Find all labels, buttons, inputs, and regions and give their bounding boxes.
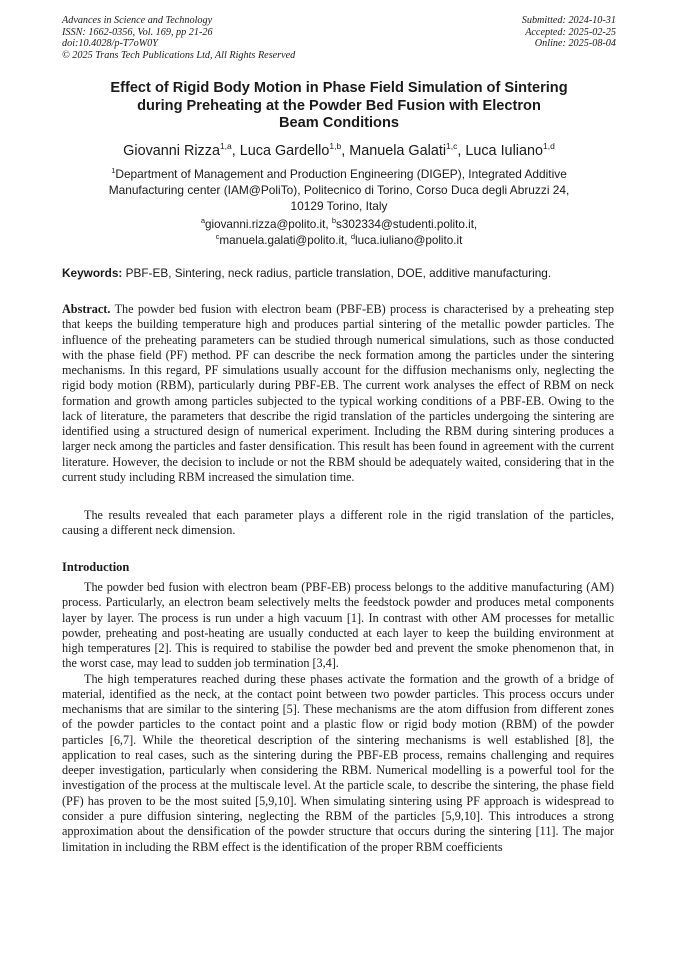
author-affiliation-mark: 1,c bbox=[446, 141, 458, 151]
email-line-1: $^a$giovanni.rizza@polito.it, $^b$s302334@studenti.polito.it, bbox=[200, 216, 478, 231]
affiliation-line-2: Manufacturing center (IAM@PoliTo), Politecnico di Torino, Corso Duca degli Abruzzi 24, bbox=[108, 183, 570, 198]
abstract bbox=[62, 302, 614, 485]
author-list bbox=[40, 142, 638, 160]
title-line-3: Beam Conditions bbox=[279, 115, 399, 131]
accepted-date: Accepted: 2025-02-25 bbox=[525, 26, 616, 38]
copyright: © 2025 Trans Tech Publications Ltd, All Rights Reserved bbox=[62, 49, 296, 61]
affiliation bbox=[60, 166, 618, 215]
email-a[interactable]: giovanni.rizza@polito.it, bbox=[204, 218, 332, 231]
keywords bbox=[62, 266, 551, 281]
introduction-body bbox=[62, 580, 614, 855]
title-line-1: Effect of Rigid Body Motion in Phase Field Simulation of Sintering bbox=[110, 80, 568, 96]
author-separator: , bbox=[231, 143, 240, 159]
author-separator: , bbox=[341, 143, 350, 159]
submission-dates bbox=[522, 15, 616, 50]
author-affiliation-mark: 1,a bbox=[219, 141, 232, 151]
author-separator: , bbox=[457, 143, 466, 159]
doi[interactable]: doi:10.4028/p-T7oW0Y bbox=[62, 38, 158, 49]
email-c[interactable]: manuela.galati@polito.it, bbox=[219, 233, 351, 247]
abstract-paragraph bbox=[62, 302, 614, 485]
author-affiliation-mark: 1,b bbox=[329, 141, 342, 151]
email-b[interactable]: s302334@studenti.polito.it, bbox=[336, 218, 478, 231]
author-affiliation-mark: 1,d bbox=[542, 141, 555, 151]
journal-info bbox=[62, 15, 295, 61]
abstract-paragraph-2: The results revealed that each parameter plays a different role in the rigid translation of the particles, causing a different neck dimension. bbox=[62, 508, 614, 538]
author-name: Manuela Galati bbox=[349, 143, 447, 159]
paper-title bbox=[80, 80, 598, 133]
email-d[interactable]: luca.iuliano@polito.it bbox=[354, 233, 463, 247]
intro-paragraph-1: The powder bed fusion with electron beam (PBF-EB) process belongs to the additive manufacturing (AM) process. Particularly, an electron beam selectively melts the feedstock powder and produces metal components layer by layer. The process is run under a high vacuum [1]. In contrast with other AM processes for metallic powder, preheating and post-heating are usually conducted at each layer to keep the building environment at high temperatures [2]. This is required to stabilise the powder bed and prevent the smoke phenomenon that, in the worst case, may lead to sudden job termination [3,4]. bbox=[62, 580, 614, 671]
submitted-date: Submitted: 2024-10-31 bbox=[521, 15, 616, 26]
keywords-text: PBF-EB, Sintering, neck radius, particle translation, DOE, additive manufacturing. bbox=[122, 266, 552, 280]
title-line-2: during Preheating at the Powder Bed Fusion with Electron bbox=[137, 97, 541, 114]
author-name: Luca Iuliano bbox=[465, 143, 543, 159]
email-line-2: $^c$manuela.galati@polito.it, $^d$luca.iuliano@polito.it bbox=[215, 231, 463, 247]
intro-paragraph-2: The high temperatures reached during these phases activate the formation and the growth of a bridge of material, identified as the neck, at the contact point between two powder particles. This process occurs under mechanisms that are similar to the sintering [5]. These mechanisms are the atom diffusion from different zones of the powder particles to the contact point and a plastic flow or rigid body motion (RBM) of the powder particles [6,7]. While the theoretical description of the sintering mechanisms is well established [8], the application to real cases, such as the sintering during the PBF-EB process, remains challenging and requires deeper investigation, particularly when considering the RBM. Numerical modelling is a powerful tool for the investigation of the process at the multiscale level. At the particle scale, to describe the sintering, the phase field (PF) has proven to be the most suited [5,9,10]. When simulating sintering using PF approach is widespread to consider a pure diffusion sintering, neglecting the RBM of the particles [5,9,10]. This introduces a strong approximation about the densification of the powder structure that occurs during the sintering [11]. The major limitation in including the RBM effect is the identification of the proper RBM coefficients bbox=[62, 671, 614, 854]
section-heading-introduction: Introduction bbox=[62, 560, 130, 574]
affiliation-line-3: 10129 Torino, Italy bbox=[290, 199, 388, 214]
affiliation-line-1: $^1$Department of Management and Production Engineering (DIGEP), Integrated Additive bbox=[111, 166, 567, 181]
issn-volume: ISSN: 1662-0356, Vol. 169, pp 21-26 bbox=[62, 26, 213, 38]
journal-name: Advances in Science and Technology bbox=[62, 15, 213, 26]
abstract-continuation bbox=[62, 508, 614, 539]
author-emails bbox=[60, 217, 618, 249]
online-date: Online: 2025-08-04 bbox=[534, 38, 616, 49]
author-name: Giovanni Rizza bbox=[123, 143, 220, 159]
author-name: Luca Gardello bbox=[239, 143, 330, 159]
keywords-label: Keywords: bbox=[62, 266, 123, 280]
abstract-label: Abstract. bbox=[62, 302, 111, 316]
abstract-text: The powder bed fusion with electron beam (PBF-EB) process is characterised by a preheating step that keeps the building temperature high and produces partial sintering of the metallic powder particles. The influence of the preheating parameters can be studied through numerical simulations, such as those conducted with the phase field (PF) method. PF can describe the neck formation among the particles under the sintering mechanisms. In this regard, PF simulations usually account for the diffusion mechanisms only, neglecting the rigid body motion (RBM), particularly during PBF-EB. The current work analyses the effect of RBM on neck formation and growth among particles subjected to the typical working conditions of a PBF-EB. Owing to the lack of literature, the parameters that describe the rigid translation of the particles undergoing the sintering are identified using a structured design of numerical experiment. Including the RBM during sintering produces a larger neck among the particles and faster densification. This result has been found in agreement with the current literature. However, the decision to include or not the RBM should be adequately waited, considering that in the current study including RBM increased the simulation time. bbox=[62, 302, 614, 484]
affiliation-mark: 1 bbox=[111, 166, 116, 175]
